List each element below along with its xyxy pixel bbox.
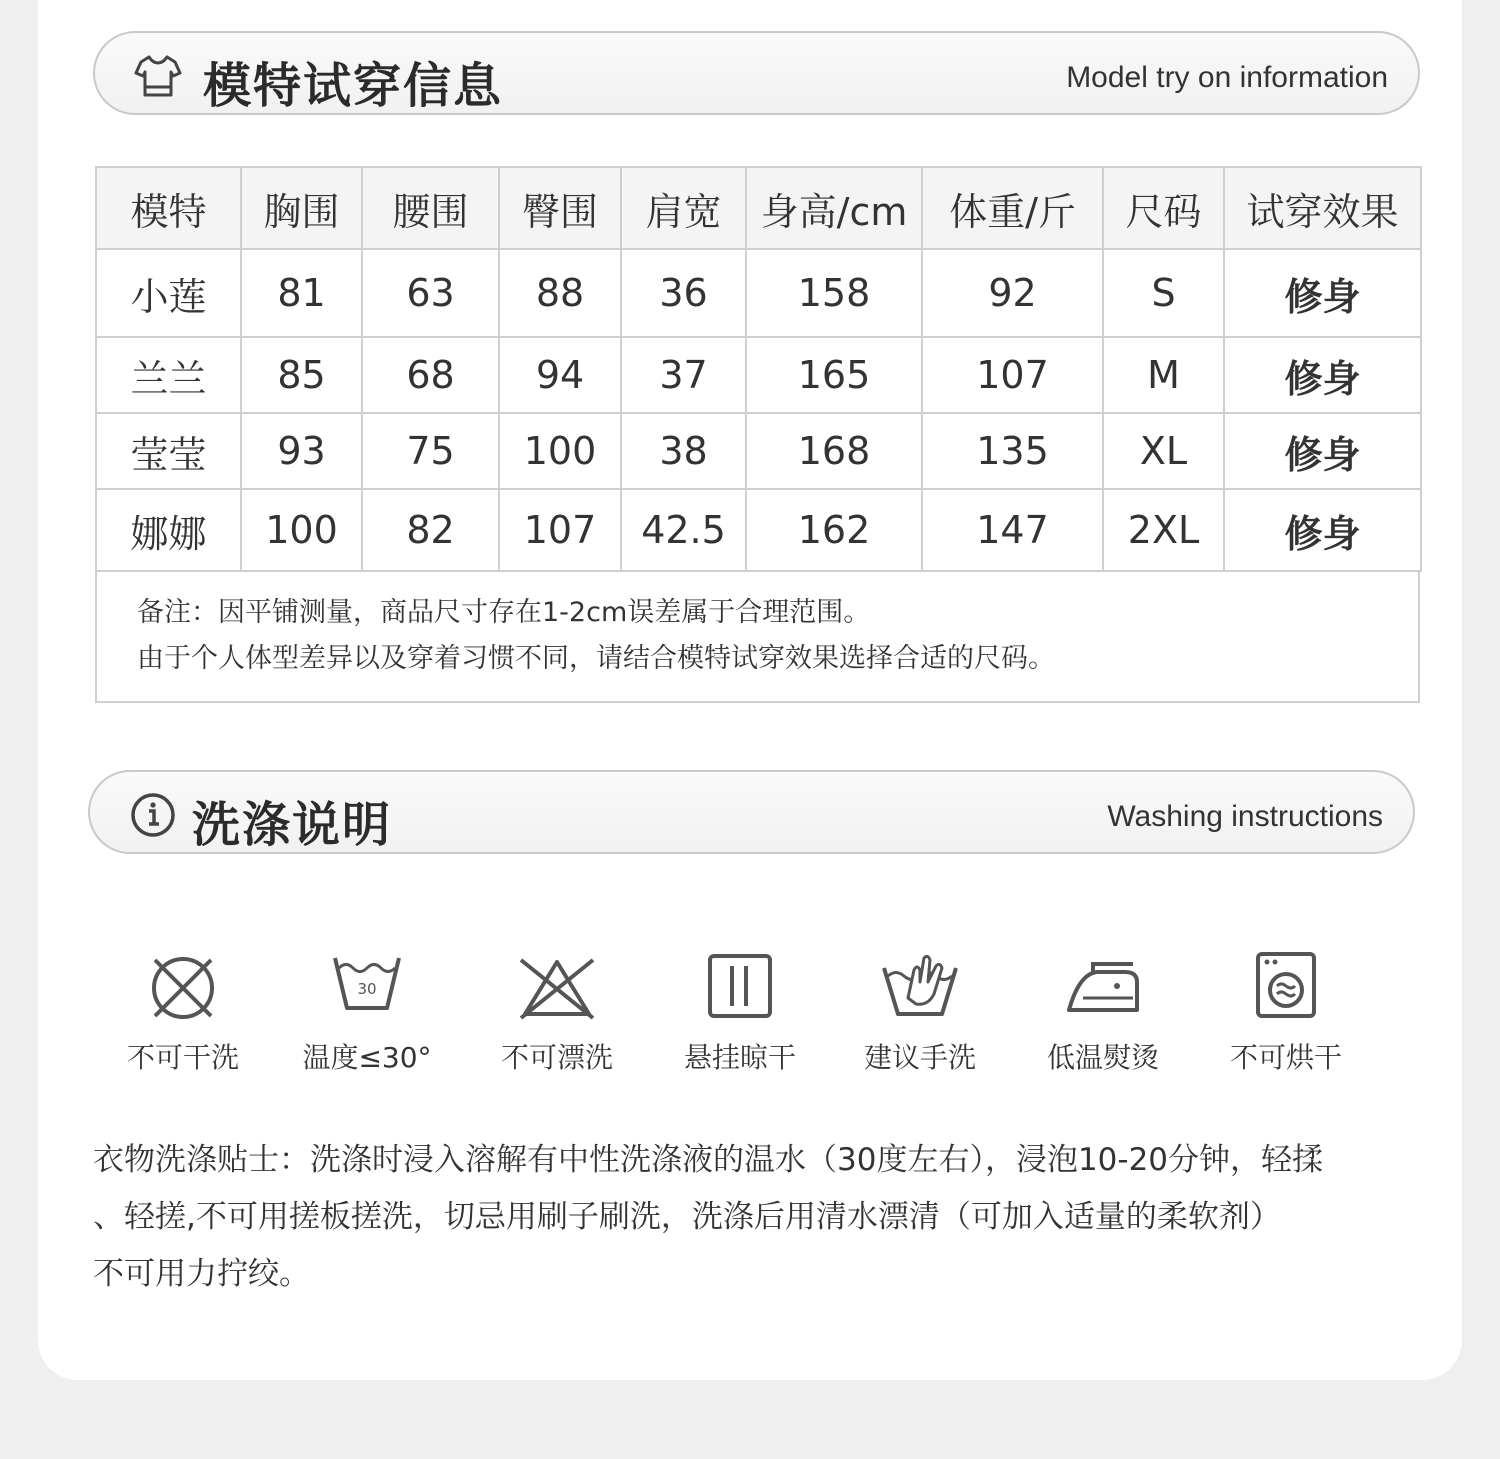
table-cell: 168 — [746, 413, 922, 489]
wash-item — [1013, 948, 1193, 1076]
table-cell: 63 — [362, 249, 499, 337]
wash-item — [93, 948, 273, 1076]
low-iron-icon — [1063, 948, 1143, 1028]
table-cell: 107 — [499, 489, 621, 571]
header-cell: 腰围 — [362, 167, 499, 249]
wash-label: 温度≤30° — [302, 1041, 432, 1074]
table-cell: 94 — [499, 337, 621, 413]
wash-label: 低温熨烫 — [1046, 1041, 1159, 1074]
wash-30-icon — [327, 948, 407, 1028]
table-cell: 娜娜 — [96, 489, 241, 571]
wash-label: 不可漂洗 — [500, 1041, 613, 1074]
note-line: 备注：因平铺测量，商品尺寸存在1-2cm误差属于合理范围。 — [137, 597, 871, 628]
table-header-row — [96, 167, 1421, 249]
table-cell: 42.5 — [621, 489, 746, 571]
wash-section-subtitle: Washing instructions — [1107, 800, 1383, 833]
hang-dry-icon — [700, 948, 780, 1028]
wash-label: 悬挂晾干 — [683, 1041, 796, 1074]
table-cell: 85 — [241, 337, 362, 413]
wash-item — [467, 948, 647, 1076]
info-icon — [128, 790, 178, 840]
table-cell: 93 — [241, 413, 362, 489]
table-cell: 68 — [362, 337, 499, 413]
header-cell: 身高/cm — [746, 167, 922, 249]
table-cell: XL — [1103, 413, 1224, 489]
header-cell: 尺码 — [1103, 167, 1224, 249]
table-cell: 修身 — [1224, 489, 1421, 571]
table-cell: M — [1103, 337, 1224, 413]
model-size-table — [95, 166, 1422, 572]
table-cell: 2XL — [1103, 489, 1224, 571]
table-cell: 36 — [621, 249, 746, 337]
model-section-title: 模特试穿信息 — [203, 58, 504, 114]
wash-item — [830, 948, 1010, 1076]
wash-section-header — [88, 770, 1415, 854]
table-cell: 75 — [362, 413, 499, 489]
table-cell: 100 — [241, 489, 362, 571]
wash-item — [277, 948, 457, 1076]
washing-tips — [93, 1132, 1463, 1303]
no-tumble-dry-icon — [1246, 948, 1326, 1028]
table-cell: 修身 — [1224, 337, 1421, 413]
table-cell: 37 — [621, 337, 746, 413]
hand-wash-icon — [880, 948, 960, 1028]
wash-section-title: 洗涤说明 — [192, 797, 393, 853]
model-section-subtitle: Model try on information — [1066, 61, 1388, 94]
table-cell: 82 — [362, 489, 499, 571]
table-cell: 100 — [499, 413, 621, 489]
table-cell: 修身 — [1224, 249, 1421, 337]
header-cell: 模特 — [96, 167, 241, 249]
table-cell: 38 — [621, 413, 746, 489]
table-cell: 小莲 — [96, 249, 241, 337]
tshirt-icon — [133, 51, 183, 101]
header-cell: 肩宽 — [621, 167, 746, 249]
table-cell: 92 — [922, 249, 1103, 337]
table-cell: S — [1103, 249, 1224, 337]
table-cell: 162 — [746, 489, 922, 571]
tips-line: 、轻搓,不可用搓板搓洗，切忌用刷子刷洗，洗涤后用清水漂清（可加入适量的柔软剂） — [93, 1199, 1281, 1235]
table-row — [96, 337, 1421, 413]
header-cell: 臀围 — [499, 167, 621, 249]
tips-line: 衣物洗涤贴士：洗涤时浸入溶解有中性洗涤液的温水（30度左右），浸泡10-20分钟，轻揉 — [93, 1142, 1324, 1178]
wash-label: 建议手洗 — [863, 1041, 976, 1074]
header-cell: 体重/斤 — [922, 167, 1103, 249]
header-cell: 试穿效果 — [1224, 167, 1421, 249]
table-row — [96, 413, 1421, 489]
table-cell: 81 — [241, 249, 362, 337]
table-cell: 兰兰 — [96, 337, 241, 413]
size-note — [95, 572, 1420, 703]
table-cell: 107 — [922, 337, 1103, 413]
wash-label: 不可干洗 — [126, 1041, 239, 1074]
wash-temp-label: 30 — [357, 980, 377, 998]
table-cell: 修身 — [1224, 413, 1421, 489]
table-cell: 158 — [746, 249, 922, 337]
table-row — [96, 249, 1421, 337]
model-section-header — [93, 31, 1420, 115]
wash-item — [650, 948, 830, 1076]
table-cell: 165 — [746, 337, 922, 413]
no-dry-clean-icon — [143, 948, 223, 1028]
table-row — [96, 489, 1421, 571]
table-cell: 135 — [922, 413, 1103, 489]
no-bleach-icon — [517, 948, 597, 1028]
note-line: 由于个人体型差异以及穿着习惯不同，请结合模特试穿效果选择合适的尺码。 — [137, 643, 1055, 674]
table-cell: 147 — [922, 489, 1103, 571]
wash-item — [1196, 948, 1376, 1076]
header-cell: 胸围 — [241, 167, 362, 249]
tips-line: 不可用力拧绞。 — [93, 1256, 310, 1292]
wash-label: 不可烘干 — [1229, 1041, 1342, 1074]
table-cell: 莹莹 — [96, 413, 241, 489]
table-cell: 88 — [499, 249, 621, 337]
